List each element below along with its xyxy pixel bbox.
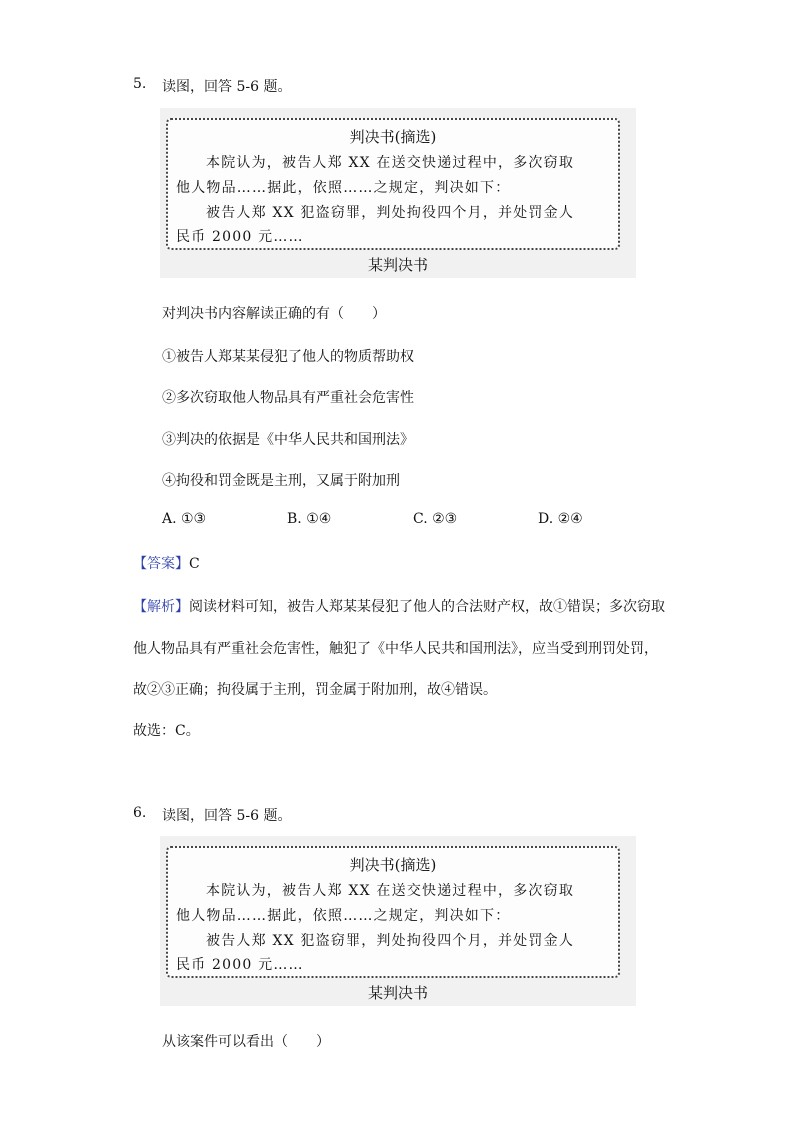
q6-figure-line2: 他人物品……据此，依照……之规定，判决如下： — [176, 908, 511, 924]
q5-option-a: A. ①③ — [162, 511, 207, 527]
q6-figure-line3: 被告人郑 XX 犯盗窃罪，判处拘役四个月，并处罚金人 — [206, 933, 575, 949]
q5-figure-line1: 本院认为，被告人郑 XX 在送交快递过程中，多次窃取 — [206, 155, 575, 171]
q5-prompt: 读图，回答 5-6 题。 — [162, 79, 292, 95]
q6-figure-line1: 本院认为，被告人郑 XX 在送交快递过程中，多次窃取 — [206, 883, 575, 899]
q6-figure-line4: 民币 2000 元…… — [176, 957, 304, 973]
q5-analysis-line1 — [133, 596, 665, 616]
q5-option-b: B. ①④ — [287, 511, 332, 527]
q5-figure-line4: 民币 2000 元…… — [176, 229, 304, 245]
q5-judgment-figure — [160, 108, 636, 278]
q5-conclusion: 故选：C。 — [133, 723, 200, 739]
q5-analysis-line3: 故②③正确；拘役属于主刑，罚金属于附加刑，故④错误。 — [133, 682, 497, 698]
q6-prompt: 读图，回答 5-6 题。 — [162, 808, 292, 824]
q5-figure-caption: 某判决书 — [367, 256, 428, 274]
q5-figure-line3: 被告人郑 XX 犯盗窃罪，判处拘役四个月，并处罚金人 — [206, 205, 575, 221]
q5-judgment-frame — [166, 118, 620, 250]
q5-statement-4: ④拘役和罚金既是主刑，又属于附加刑 — [162, 473, 400, 489]
q5-option-d: D. ②④ — [538, 511, 583, 527]
answer-value: C — [189, 556, 200, 572]
q5-statement-1: ①被告人郑某某侵犯了他人的物质帮助权 — [162, 349, 414, 365]
q5-statement-2: ②多次窃取他人物品具有严重社会危害性 — [162, 390, 414, 406]
q5-analysis-line2: 他人物品具有严重社会危害性，触犯了《中华人民共和国刑法》，应当受到刑罚处罚， — [133, 641, 658, 657]
q6-question: 从该案件可以看出（ ） — [162, 1034, 330, 1050]
q5-question: 对判决书内容解读正确的有（ ） — [162, 306, 386, 322]
analysis-text-1: 阅读材料可知，被告人郑某某侵犯了他人的合法财产权，故①错误；多次窃取 — [189, 599, 665, 615]
q5-option-c: C. ②③ — [413, 511, 458, 527]
q6-figure-caption: 某判决书 — [367, 984, 428, 1002]
q5-figure-line2: 他人物品……据此，依照……之规定，判决如下： — [176, 180, 511, 196]
q6-figure-title: 判决书(摘选) — [349, 856, 437, 874]
q5-answer — [133, 553, 200, 573]
q6-number: 6. — [133, 805, 147, 821]
q5-number: 5. — [133, 76, 147, 92]
answer-tag: 【答案】 — [133, 556, 189, 572]
q5-figure-title: 判决书(摘选) — [349, 128, 437, 146]
analysis-tag: 【解析】 — [133, 599, 189, 615]
q5-statement-3: ③判决的依据是《中华人民共和国刑法》 — [162, 432, 414, 448]
q6-judgment-frame — [166, 846, 620, 978]
q6-judgment-figure — [160, 836, 636, 1006]
